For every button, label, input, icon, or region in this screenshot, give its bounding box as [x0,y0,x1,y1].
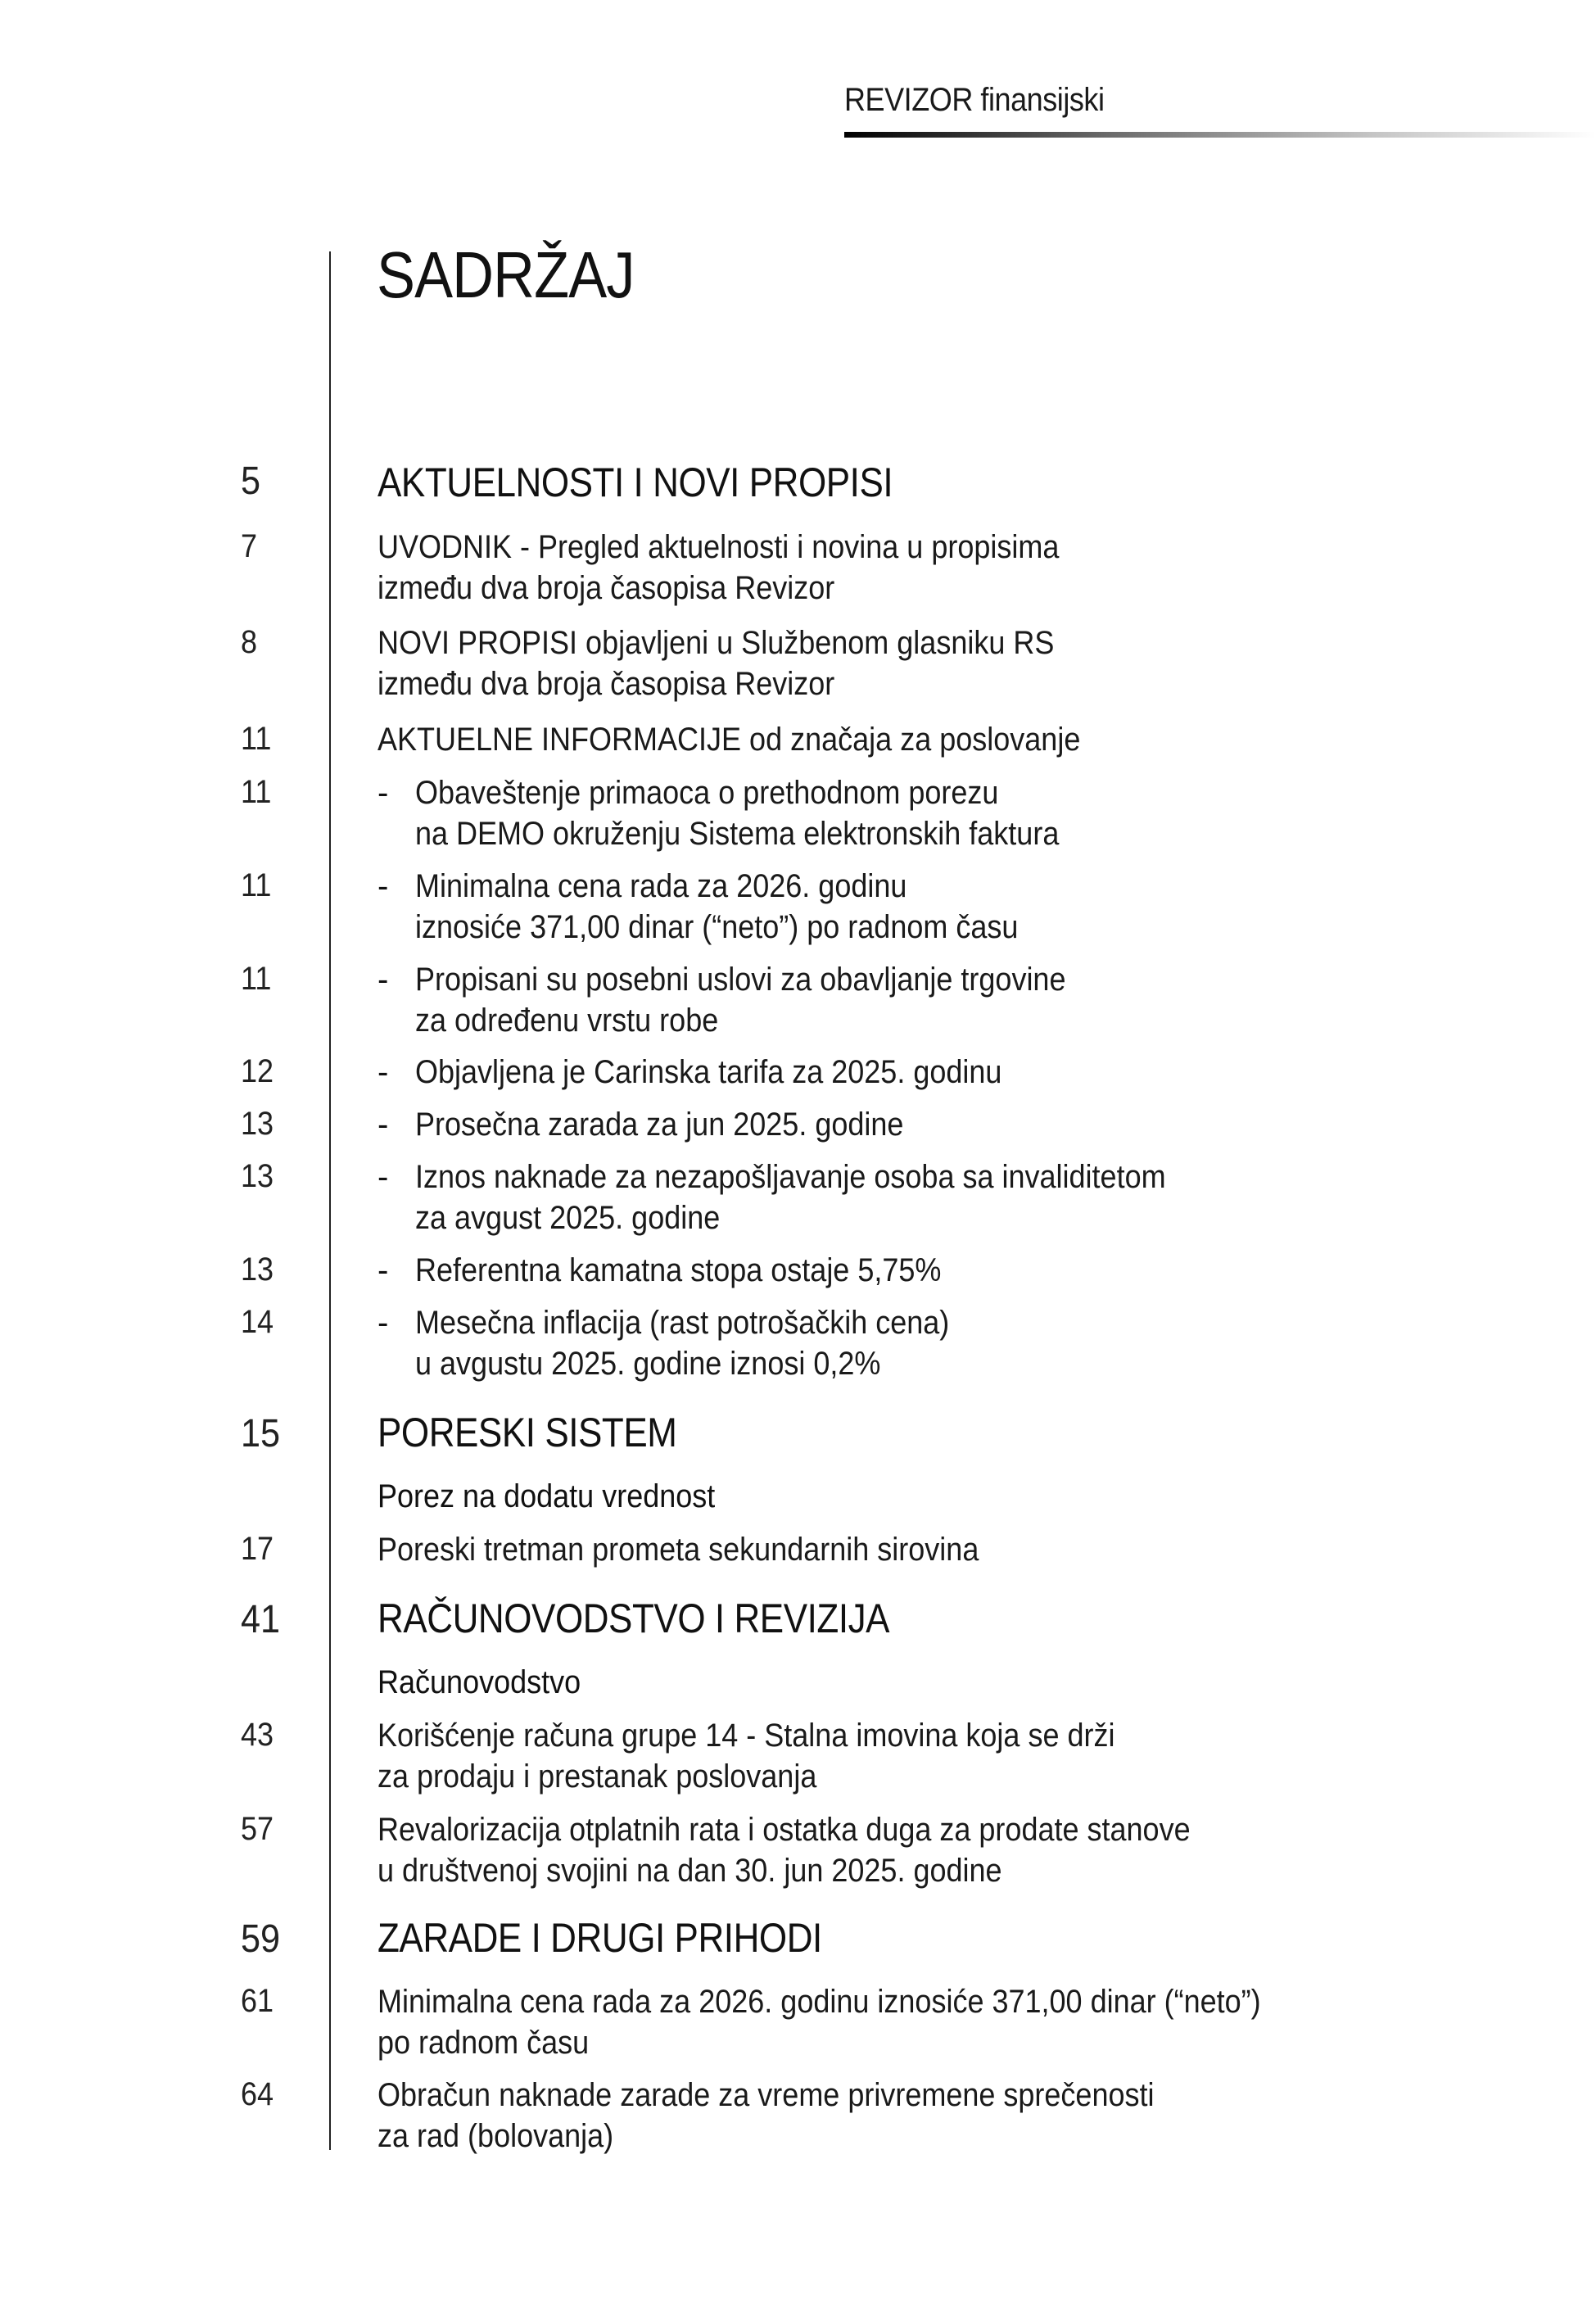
entry-title: Mesečna inflacija (rast potrošačkih cena) u avgustu 2025. godine iznosi 0,2% [415,1305,950,1382]
bullet-dash: - [378,1054,389,1090]
entry-title: NOVI PROPISI objavljeni u Službenom glasniku RS između dva broja časopisa Revizor [378,625,1055,702]
entry-page-number: 64 [241,2076,274,2112]
section-page-number: 15 [241,1412,281,1455]
entry-page-number: 11 [241,961,272,997]
entry-title: Propisani su posebni uslovi za obavljanje trgovine za određenu vrstu robe [415,962,1066,1039]
entry-title: AKTUELNE INFORMACIJE od značaja za poslovanje [378,722,1081,758]
page-title: SADRŽAJ [377,238,635,311]
entry-title: Prosečna zarada za jun 2025. godine [415,1107,904,1143]
entry-page-number: 43 [241,1717,274,1753]
entry-title: Objavljena je Carinska tarifa za 2025. godinu [415,1054,1002,1090]
section-title: ZARADE I DRUGI PRIHODI [378,1915,822,1961]
entry-page-number: 14 [241,1304,274,1340]
entry-title: Iznos naknade za nezapošljavanje osoba sa invaliditetom za avgust 2025. godine [415,1159,1166,1236]
entry-title: Minimalna cena rada za 2026. godinu iznosiće 371,00 dinar (“neto”) po radnom času [378,1984,1261,2061]
entry-page-number: 7 [241,528,258,564]
entry-page-number: 13 [241,1106,274,1142]
entry-page-number: 8 [241,624,258,660]
entry-page-number: 13 [241,1252,274,1288]
entry-page-number: 12 [241,1053,274,1089]
subsection-heading: Porez na dodatu vrednost [378,1478,716,1514]
section-title: AKTUELNOSTI I NOVI PROPISI [378,459,893,505]
entry-title: Minimalna cena rada za 2026. godinu iznosiće 371,00 dinar (“neto”) po radnom času [415,868,1019,945]
bullet-dash: - [378,775,389,811]
entry-page-number: 13 [241,1158,274,1194]
running-title: REVIZOR finansijski [844,82,1105,118]
bullet-dash: - [378,1305,389,1341]
entry-title: Poreski tretman prometa sekundarnih sirovina [378,1532,979,1568]
toc-vertical-divider [329,251,331,2150]
bullet-dash: - [378,1107,389,1143]
entry-page-number: 11 [241,721,272,757]
entry-page-number: 17 [241,1531,274,1567]
entry-title: Korišćenje računa grupe 14 - Stalna imovina koja se drži za prodaju i prestanak poslovanja [378,1718,1115,1795]
section-page-number: 41 [241,1598,281,1641]
entry-title: UVODNIK - Pregled aktuelnosti i novina u propisima između dva broja časopisa Revizor [378,529,1060,606]
section-title: PORESKI SISTEM [378,1410,677,1455]
entry-title: Obračun naknade zarade za vreme privremene sprečenosti za rad (bolovanja) [378,2077,1155,2154]
entry-title: Obaveštenje primaoca o prethodnom porezu na DEMO okruženju Sistema elektronskih faktura [415,775,1060,852]
section-page-number: 59 [241,1917,281,1961]
entry-title: Revalorizacija otplatnih rata i ostatka duga za prodate stanove u društvenoj svojini na dan 30. jun 2025. godine [378,1812,1191,1889]
subsection-heading: Računovodstvo [378,1664,581,1700]
section-title: RAČUNOVODSTVO I REVIZIJA [378,1596,890,1641]
bullet-dash: - [378,1159,389,1195]
entry-page-number: 61 [241,1983,274,2019]
entry-page-number: 11 [241,774,272,810]
bullet-dash: - [378,1252,389,1288]
entry-title: Referentna kamatna stopa ostaje 5,75% [415,1252,942,1288]
bullet-dash: - [378,962,389,998]
section-page-number: 5 [241,459,261,503]
entry-page-number: 57 [241,1811,274,1847]
header-gradient-rule [844,132,1596,138]
bullet-dash: - [378,868,389,904]
entry-page-number: 11 [241,867,272,903]
